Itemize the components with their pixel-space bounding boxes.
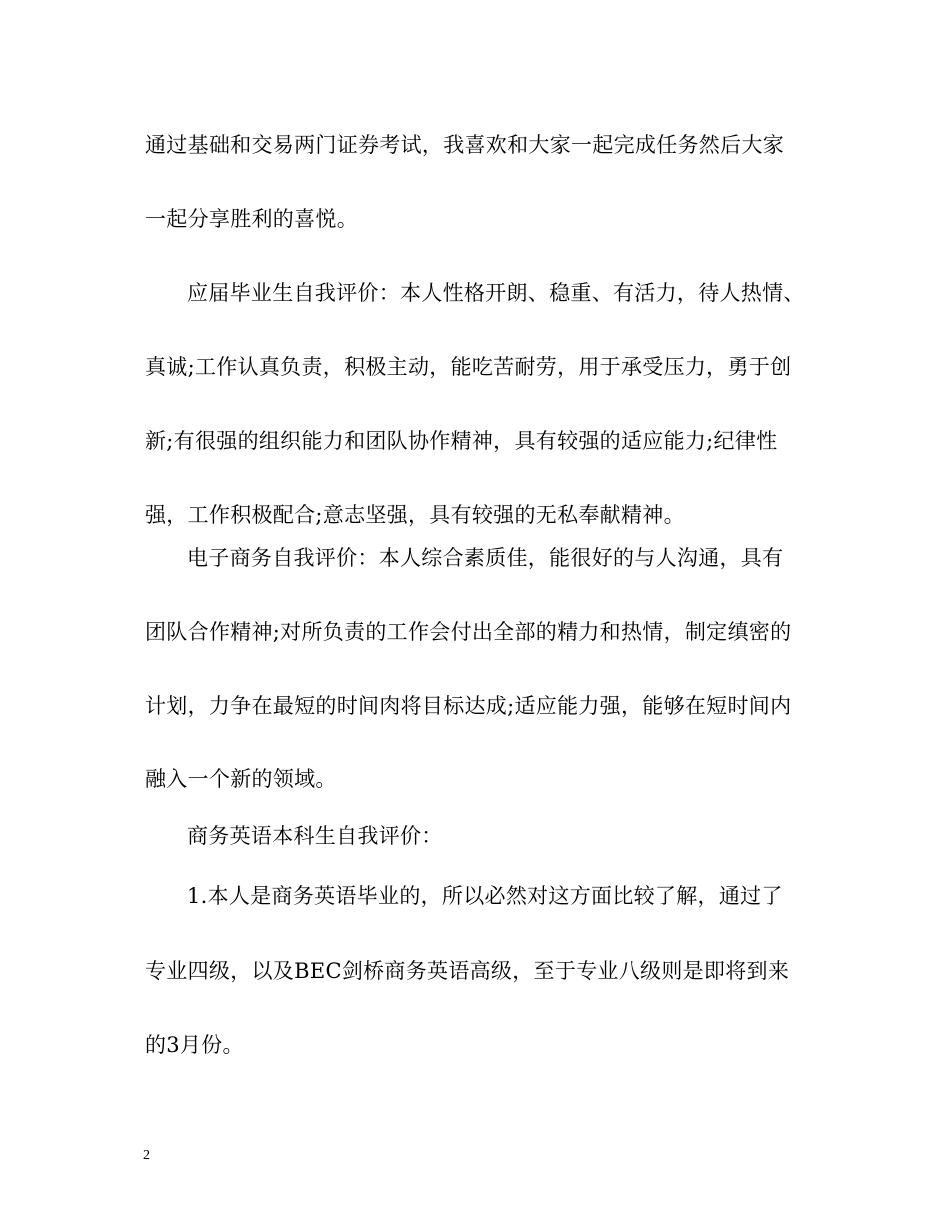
text-line-12: 1.本人是商务英语毕业的，所以必然对这方面比较了解，通过了 (187, 884, 783, 908)
text-line-9: 计划，力争在最短的时间肉将目标达成;适应能力强，能够在短时间内 (145, 694, 792, 718)
text-line-4: 真诚;工作认真负责，积极主动，能吃苦耐劳，用于承受压力，勇于创 (145, 355, 792, 379)
text-line-10: 融入一个新的领域。 (145, 767, 337, 791)
text-line-7: 电子商务自我评价：本人综合素质佳，能很好的与人沟通，具有 (187, 546, 784, 570)
text-line-11: 商务英语本科生自我评价： (187, 824, 443, 848)
text-line-3: 应届毕业生自我评价：本人性格开朗、稳重、有活力，待人热情、 (187, 281, 805, 305)
text-line-6: 强，工作积极配合;意志坚强，具有较强的无私奉献精神。 (145, 503, 685, 527)
text-line-5: 新;有很强的组织能力和团队协作精神，具有较强的适应能力;纪律性 (145, 429, 778, 453)
text-line-2: 一起分享胜利的喜悦。 (145, 207, 358, 231)
page-number: 2 (143, 1148, 150, 1163)
text-line-8: 团队合作精神;对所负责的工作会付出全部的精力和热情，制定缜密的 (145, 620, 792, 644)
text-line-14: 的3月份。 (145, 1033, 244, 1057)
text-line-13: 专业四级，以及BEC剑桥商务英语高级，至于专业八级则是即将到来 (145, 959, 790, 983)
text-line-1: 通过基础和交易两门证券考试，我喜欢和大家一起完成任务然后大家 (145, 133, 784, 157)
